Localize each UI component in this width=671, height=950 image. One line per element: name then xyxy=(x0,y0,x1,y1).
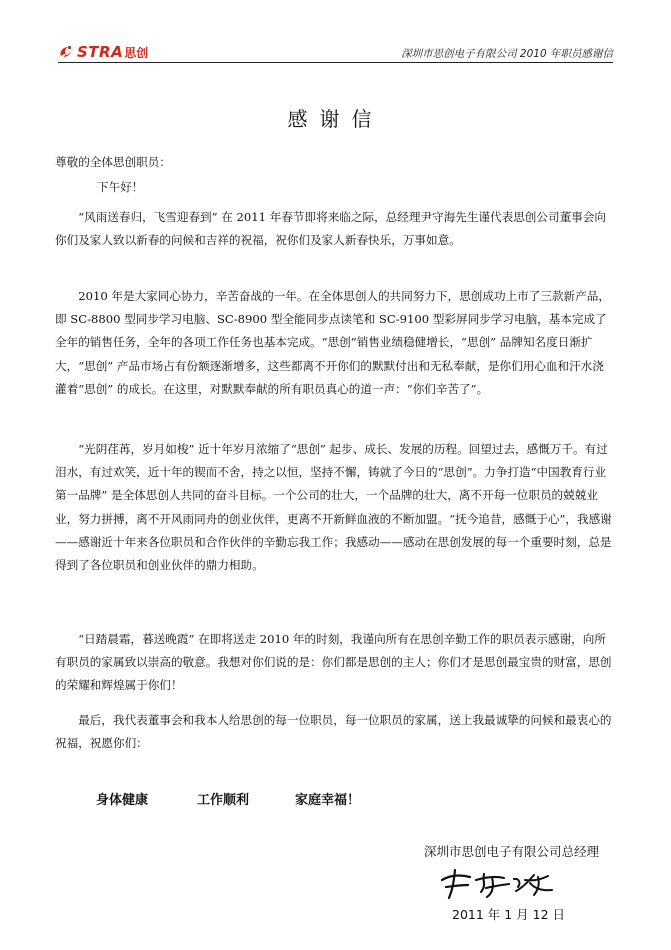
logo-chinese-name: 思创 xyxy=(124,45,149,60)
logo-text: STRA xyxy=(77,43,124,61)
letter-title: 感谢信 xyxy=(287,107,384,131)
paragraph-closing: 最后，我代表董事会和我本人给思创的每一位职员，每一位职员的家属，送上我最诚挚的问候和最衷心的祝福，祝愿你们： xyxy=(55,713,612,751)
document-label: 深圳市思创电子有限公司 2010 年职员感谢信 xyxy=(401,48,613,60)
paragraph-thanks: “日踏晨霜，暮送晚霞” 在即将送走 2010 年的时刻，我谨向所有在思创辛勤工作的职员表示感谢，向所有职员的家属致以崇高的敬意。我想对你们说的是：你们都是思创的主人；你们才是思创最宝贵的财富，思创的荣耀和辉煌属于你们！ xyxy=(55,632,612,693)
letter-date: 2011 年 1 月 12 日 xyxy=(452,907,566,922)
wish-work: 工作顺利 xyxy=(197,793,250,808)
paragraph-2010-review: 2010 年是大家同心协力，辛苦奋战的一年。在全体思创人的共同努力下，思创成功上市了三款新产品，即 SC-8800 型同步学习电脑、SC-8900 型全能同步点读笔和 SC-9100 型彩屏同步学习电脑，基本完成了全年的销售任务，全年的各项工作任务也基本完成。“思创”销售业绩稳健增长，“思创” 品牌知名度日渐扩大，“思创” 产品市场占有份额逐渐增多，这些都离不开你们的默默付出和无私奉献，是你们用心血和汗水浇灌着“思创” 的成长。在这里，对默默奉献的所有职员真心的道一声：“你们辛苦了”。 xyxy=(55,289,610,396)
signatory-title: 深圳市思创电子有限公司总经理 xyxy=(424,844,600,859)
wish-family: 家庭幸福！ xyxy=(295,793,361,808)
company-logo xyxy=(58,43,148,61)
wish-health: 身体健康 xyxy=(96,793,149,808)
greeting: 下午好！ xyxy=(97,180,144,194)
salutation: 尊敬的全体思创职员： xyxy=(55,155,171,169)
logo-swirl-icon xyxy=(58,44,74,60)
page-header xyxy=(58,42,613,63)
paragraph-new-year: “风雨送春归，飞雪迎春到” 在 2011 年春节即将来临之际，总经理尹守海先生谨代表思创公司董事会向你们及家人致以新春的问候和吉祥的祝福，祝你们及家人新春快乐，万事如意。 xyxy=(55,210,606,248)
paragraph-history: “光阴荏苒，岁月如梭” 近十年岁月浓缩了“思创” 起步、成长、发展的历程。回望过去，感慨万千。有过泪水，有过欢笑，近十年的锲而不舍，持之以恒，坚持不懈，铸就了今日的“思创”。力争打造“中国教育行业第一品牌” 是全体思创人共同的奋斗目标。一个公司的壮大，一个品牌的壮大，离不开每一位职员的兢兢业业，努力拼搏，离不开风雨同舟的创业伙伴，更离不开新鲜血液的不断加盟。“抚今追昔，感慨于心”，我感谢——感谢近十年来各位职员和合作伙伴的辛勤忘我工作；我感动——感动在思创发展的每一个重要时刻，总是得到了各位职员和创业伙伴的鼎力相助。 xyxy=(55,442,612,573)
handwritten-signature xyxy=(424,866,564,900)
